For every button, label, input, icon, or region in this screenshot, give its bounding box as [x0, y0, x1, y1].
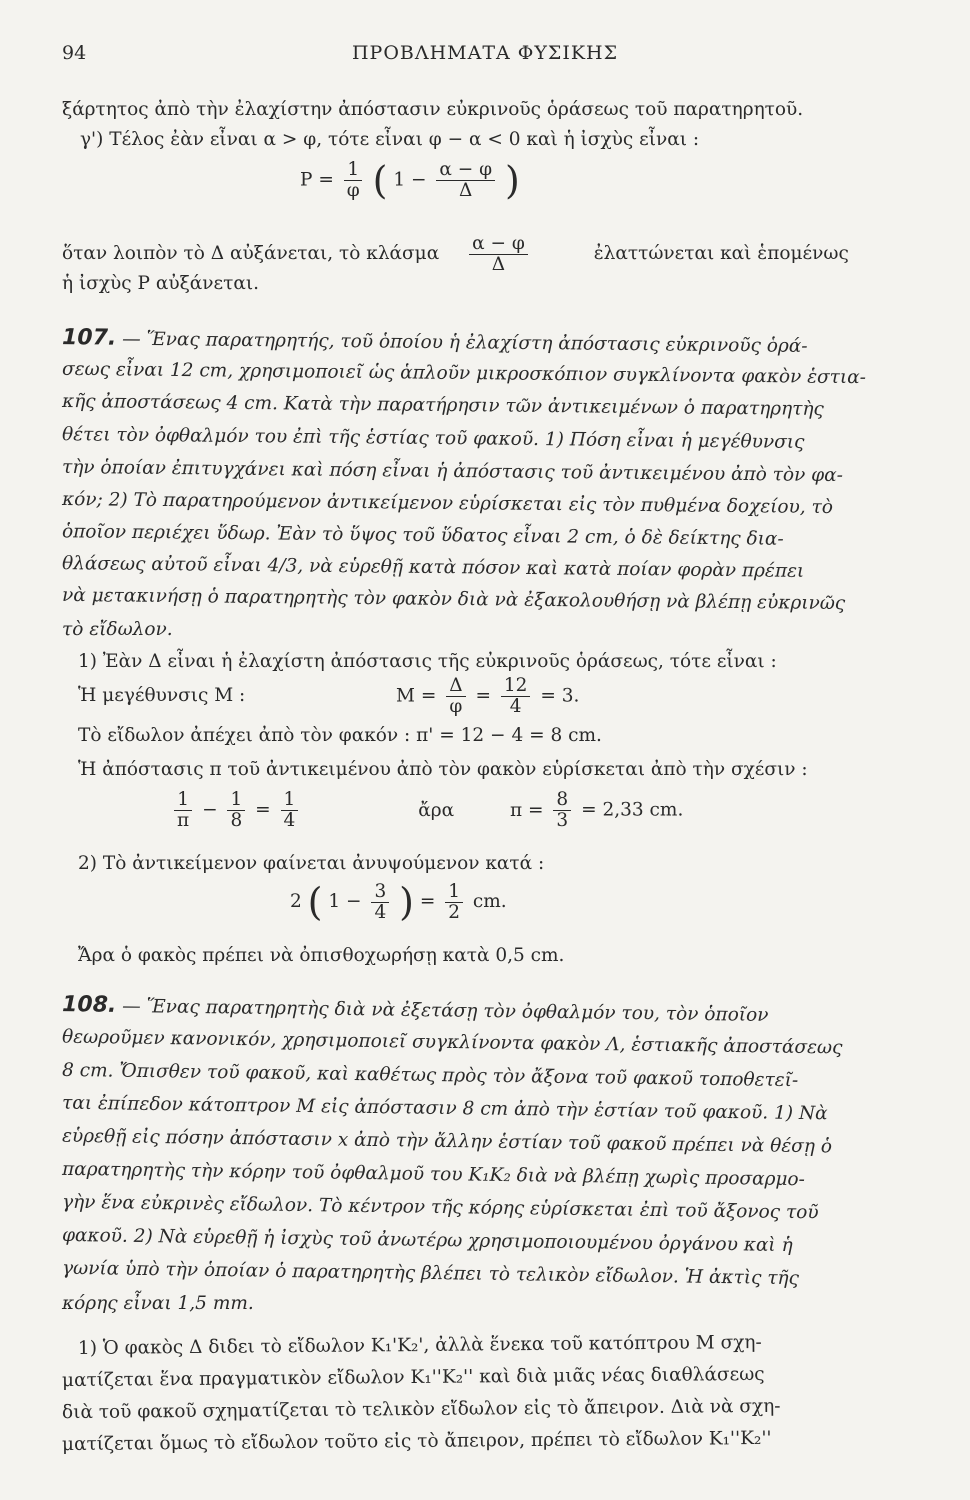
formula-lhs: π =	[509, 799, 544, 821]
text-line: Ἡ μεγέθυνσις M :	[78, 685, 246, 706]
text-line: θλάσεως αὐτοῦ εἶναι 4/3, νὰ εὑρεθῇ κατὰ πόσον καὶ κατὰ ποίαν φορὰν πρέπει	[61, 553, 805, 582]
denominator: 8	[230, 810, 243, 831]
text-line: διὰ τοῦ φακοῦ σχηματίζεται τὸ τελικὸν εἴδωλον εἰς τὸ ἄπειρον. Διὰ νὰ σχη-	[61, 1395, 781, 1424]
unit: cm.	[472, 891, 507, 912]
text-line: γωνία ὑπὸ τὴν ὁποίαν ὁ παρατηρητὴς βλέπει τὸ τελικὸν εἴδωλον. Ἡ ἀκτὶς τῆς	[61, 1257, 800, 1290]
text-line: γ') Τέλος ἐὰν εἶναι α > φ, τότε εἶναι φ − α < 0 καὶ ἡ ἰσχὺς εἶναι :	[80, 129, 700, 150]
numerator: 1	[344, 160, 362, 181]
numerator: α − φ	[469, 234, 528, 255]
formula-lhs: P =	[300, 169, 334, 191]
formula-result: = 2,33 cm.	[581, 799, 684, 821]
text-line: τὸ εἴδωλον.	[62, 619, 173, 640]
fraction	[227, 790, 245, 831]
denominator: Δ	[491, 253, 506, 275]
left-paren: (	[307, 880, 323, 924]
text-line: σεως εἶναι 12 cm, χρησιμοποιεῖ ὡς ἁπλοῦν μικροσκόπιον συγκλίνοντα φακὸν ἑστια-	[61, 358, 867, 389]
denominator: 4	[374, 901, 387, 923]
text-line: φακοῦ. 2) Νὰ εὑρεθῇ ἡ ἰσχὺς τοῦ ἀνωτέρω χρησιμοποιουμένου ὀργάνου καὶ ἡ	[61, 1224, 793, 1257]
text-segment: ἄρα	[418, 799, 455, 821]
numerator: 12	[501, 676, 531, 697]
text-line: ται ἐπίπεδον κάτοπτρον M εἰς ἀπόστασιν 8 cm ἀπὸ τὴν ἑστίαν τοῦ φακοῦ. 1) Νὰ	[61, 1092, 828, 1125]
fraction	[446, 676, 465, 717]
formula-term: 1 −	[328, 891, 362, 912]
fraction	[436, 160, 495, 201]
fraction	[469, 234, 528, 275]
text-line	[62, 232, 849, 276]
fraction	[174, 790, 192, 831]
rise-formula	[290, 880, 507, 924]
numerator: 3	[371, 882, 389, 903]
text-line: Ἄρα ὁ φακὸς πρέπει νὰ ὀπισθοχωρήσῃ κατὰ 0,5 cm.	[78, 945, 565, 966]
magnification-formula	[396, 676, 579, 717]
text-line: ξάρτητος ἀπὸ τὴν ἐλαχίστην ἀπόστασιν εὐκρινοῦς ὁράσεως τοῦ παρατηρητοῦ.	[62, 99, 804, 120]
text-line: κόρης εἶναι 1,5 mm.	[62, 1293, 254, 1314]
problem-number: 107.	[61, 325, 117, 351]
text-line: ματίζεται ἕνα πραγματικὸν εἴδωλον K₁''K₂'' καὶ διὰ μιᾶς νέας διαθλάσεως	[61, 1363, 765, 1392]
text-line: κόν; 2) Τὸ παρατηρούμενον ἀντικείμενον εὑρίσκεται εἰς τὸν πυθμένα δοχείου, τὸ	[61, 488, 834, 519]
text-line: 1) Ὁ φακὸς Δ διδει τὸ εἴδωλον K₁'K₂', ἀλλὰ ἕνεκα τοῦ κατόπτρου M σχη-	[77, 1332, 762, 1359]
text-line: ματίζεται ὅμως τὸ εἴδωλον τοῦτο εἰς τὸ ἄπειρον, πρέπει τὸ εἴδωλον K₁''K₂''	[61, 1427, 772, 1456]
denominator: Δ	[459, 180, 473, 201]
text-segment: — Ἕνας παρατηρητὴς διὰ νὰ ἐξετάσῃ τὸν ὀφθαλμόν του, τὸν ὁποῖον	[122, 995, 769, 1026]
numerator: 8	[553, 790, 571, 811]
numerator: 1	[174, 790, 192, 811]
text-line: ὁποῖον περιέχει ὕδωρ. Ἐὰν τὸ ὕψος τοῦ ὕδατος εἶναι 2 cm, ὁ δὲ δείκτης δια-	[61, 521, 784, 550]
denominator: 3	[556, 810, 569, 831]
denominator: 2	[448, 901, 461, 923]
denominator: 4	[283, 810, 296, 831]
text-segment: ὅταν λοιπὸν τὸ Δ αὐξάνεται, τὸ κλάσμα	[62, 243, 440, 264]
numerator: 1	[281, 790, 299, 811]
lens-equation	[170, 790, 683, 831]
problem-107-line	[62, 326, 808, 359]
numerator: 1	[445, 882, 463, 903]
fraction	[445, 882, 463, 923]
text-line: κῆς ἀποστάσεως 4 cm. Κατὰ τὴν παρατήρησιν τῶν ἀντικειμένων ὁ παρατηρητὴς	[61, 391, 824, 420]
problem-108-line	[62, 993, 769, 1028]
text-segment: — Ἕνας παρατηρητής, τοῦ ὁποίου ἡ ἐλαχίστη ἀπόστασις εὐκρινοῦς ὁρά-	[122, 328, 808, 357]
text-line: παρατηρητὴς τὴν κόρην τοῦ ὀφθαλμοῦ του K₁K₂ διὰ νὰ βλέπῃ χωρὶς προσαρμο-	[61, 1158, 805, 1191]
text-line: 8 cm. Ὄπισθεν τοῦ φακοῦ, καὶ καθέτως πρὸς τὸν ἄξονα τοῦ φακοῦ τοποθετεῖ-	[61, 1059, 799, 1092]
fraction	[553, 790, 571, 831]
equals-sign: =	[419, 891, 436, 912]
denominator: π	[177, 810, 190, 831]
text-line: Ἡ ἀπόστασις π τοῦ ἀντικειμένου ἀπὸ τὸν φακὸν εὑρίσκεται ἀπὸ τὴν σχέσιν :	[78, 759, 808, 780]
text-line: θεωροῦμεν κανονικόν, χρησιμοποιεῖ συγκλίνοντα φακὸν Λ, ἑστιακῆς ἀποστάσεως	[61, 1026, 843, 1059]
coefficient: 2	[290, 891, 302, 912]
fraction	[501, 676, 531, 717]
text-line: εὑρεθῇ εἰς πόσην ἀπόστασιν x ἀπὸ τὴν ἄλλην ἑστίαν τοῦ φακοῦ πρέπει νὰ θέσῃ ὁ	[61, 1125, 833, 1158]
text-line: νὰ μετακινήσῃ ὁ παρατηρητὴς τὸν φακὸν διὰ νὰ ἐξακολουθήσῃ νὰ βλέπῃ εὐκρινῶς	[61, 584, 846, 615]
left-paren: (	[372, 158, 388, 203]
text-segment: ἐλαττώνεται καὶ ἑπομένως	[593, 243, 849, 264]
equals-sign: =	[475, 685, 491, 707]
numerator: 1	[227, 790, 245, 811]
minus-sign: −	[202, 799, 218, 821]
power-formula	[300, 160, 520, 201]
formula-lhs: M =	[396, 685, 437, 707]
page-title: ΠΡΟΒΛΗΜΑΤΑ ΦΥΣΙΚΗΣ	[351, 42, 619, 64]
denominator: φ	[346, 180, 360, 201]
numerator: Δ	[446, 676, 465, 697]
equals-sign: =	[255, 799, 271, 821]
text-line: τὴν ὁποίαν ἐπιτυγχάνει καὶ πόση εἶναι ἡ ἀπόστασις τοῦ ἀντικειμένου ἀπὸ τὸν φα-	[61, 456, 844, 487]
formula-term: 1 −	[393, 169, 427, 191]
fraction	[281, 790, 299, 831]
right-paren: )	[399, 880, 414, 924]
text-line: ἡ ἰσχὺς P αὐξάνεται.	[62, 273, 259, 294]
right-paren: )	[504, 158, 520, 203]
page-number: 94	[62, 42, 87, 64]
text-line: 1) Ἐὰν Δ εἶναι ἡ ἐλαχίστη ἀπόστασις τῆς εὐκρινοῦς ὁράσεως, τότε εἶναι :	[78, 651, 777, 672]
text-line: θέτει τὸν ὀφθαλμόν του ἐπὶ τῆς ἑστίας τοῦ φακοῦ. 1) Πόση εἶναι ἡ μεγέθυνσις	[61, 424, 805, 453]
text-line: γὴν ἕνα εὐκρινὲς εἴδωλον. Τὸ κέντρον τῆς κόρης εὑρίσκεται ἐπὶ τοῦ ἄξονος τοῦ	[61, 1191, 819, 1224]
fraction	[344, 160, 363, 201]
problem-number: 108.	[61, 992, 117, 1018]
text-line: Τὸ εἴδωλον ἀπέχει ἀπὸ τὸν φακόν : π' = 12 − 4 = 8 cm.	[78, 725, 602, 746]
formula-result: = 3.	[540, 685, 580, 707]
numerator: α − φ	[436, 160, 495, 181]
text-line: 2) Τὸ ἀντικείμενον φαίνεται ἀνυψούμενον κατά :	[78, 853, 545, 874]
fraction	[371, 882, 389, 923]
denominator: φ	[449, 696, 463, 717]
denominator: 4	[509, 696, 522, 717]
